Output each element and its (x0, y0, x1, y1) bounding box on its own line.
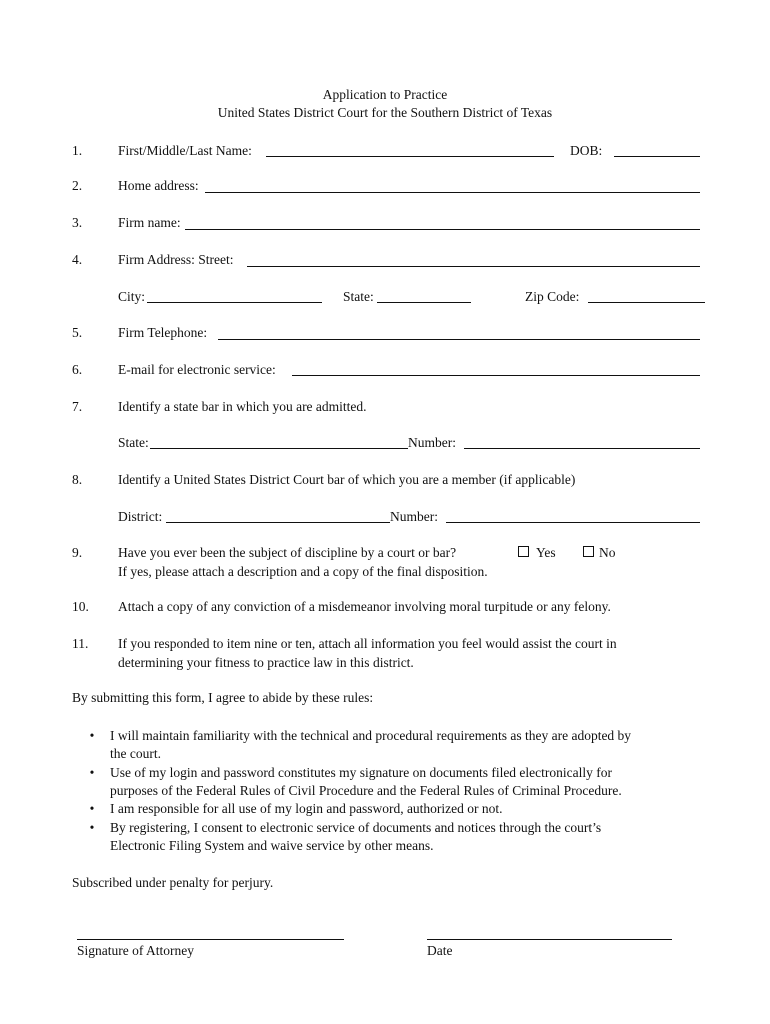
email-label: E-mail for electronic service: (118, 362, 276, 377)
item-number-1: 1. (72, 143, 83, 158)
conviction-text: Attach a copy of any conviction of a misdemeanor involving moral turpitude or any felony. (118, 599, 611, 614)
district-label: District: (118, 509, 163, 524)
signature-label: Signature of Attorney (77, 943, 194, 958)
rule-2-line1: Use of my login and password constitutes my signature on documents filed electronically for (110, 765, 613, 780)
date-field[interactable] (427, 939, 672, 940)
rule-3-line1: I am responsible for all use of my login and password, authorized or not. (110, 801, 503, 816)
item-number-4: 4. (72, 252, 83, 267)
home-address-label: Home address: (118, 178, 199, 193)
dob-field[interactable] (614, 156, 700, 157)
rule-1-line2: the court. (110, 746, 161, 761)
discipline-followup: If yes, please attach a description and a copy of the final disposition. (118, 564, 488, 579)
item-number-10: 10. (72, 599, 89, 614)
rules-intro: By submitting this form, I agree to abide by these rules: (72, 690, 374, 705)
discipline-question: Have you ever been the subject of discipline by a court or bar? (118, 545, 457, 560)
zip-field[interactable] (588, 302, 705, 303)
item-number-6: 6. (72, 362, 83, 377)
signature-field[interactable] (77, 939, 344, 940)
home-address-field[interactable] (205, 192, 700, 193)
state-bar-prompt: Identify a state bar in which you are admitted. (118, 399, 367, 414)
item-number-2: 2. (72, 178, 83, 193)
yes-label: Yes (536, 545, 556, 560)
item-number-3: 3. (72, 215, 83, 230)
firm-name-label: Firm name: (118, 215, 181, 230)
form-title: Application to Practice (322, 87, 448, 102)
bar-number-field[interactable] (464, 448, 700, 449)
no-checkbox[interactable] (583, 546, 594, 557)
no-label: No (599, 545, 616, 560)
firm-name-field[interactable] (185, 229, 700, 230)
firm-address-label: Firm Address: Street: (118, 252, 234, 267)
rule-2-line2: purposes of the Federal Rules of Civil Procedure and the Federal Rules of Criminal Procedure. (110, 783, 622, 798)
rule-4-line2: Electronic Filing System and waive service by other means. (110, 838, 434, 853)
fitness-text-line1: If you responded to item nine or ten, attach all information you feel would assist the court in (118, 636, 617, 651)
name-field[interactable] (266, 156, 554, 157)
bullet-icon: • (89, 820, 95, 835)
item-number-11: 11. (72, 636, 89, 651)
email-field[interactable] (292, 375, 700, 376)
item-number-8: 8. (72, 472, 83, 487)
state-field[interactable] (377, 302, 471, 303)
item-number-7: 7. (72, 399, 83, 414)
firm-telephone-label: Firm Telephone: (118, 325, 208, 340)
date-label: Date (427, 943, 453, 958)
city-label: City: (118, 289, 146, 304)
district-number-field[interactable] (446, 522, 700, 523)
fitness-text-line2: determining your fitness to practice law in this district. (118, 655, 414, 670)
item-number-9: 9. (72, 545, 83, 560)
form-subtitle: United States District Court for the Southern District of Texas (217, 105, 553, 120)
district-field[interactable] (166, 522, 390, 523)
bullet-icon: • (89, 765, 95, 780)
item-number-5: 5. (72, 325, 83, 340)
state-label: State: (343, 289, 374, 304)
dob-label: DOB: (570, 143, 603, 158)
yes-checkbox[interactable] (518, 546, 529, 557)
district-number-label: Number: (390, 509, 438, 524)
district-bar-prompt: Identify a United States District Court bar of which you are a member (if applicable) (118, 472, 576, 487)
bullet-icon: • (89, 728, 95, 743)
penalty-statement: Subscribed under penalty for perjury. (72, 875, 274, 890)
rule-4-line1: By registering, I consent to electronic service of documents and notices through the court’s (110, 820, 602, 835)
bar-state-label: State: (118, 435, 149, 450)
bar-number-label: Number: (408, 435, 456, 450)
bullet-icon: • (89, 801, 95, 816)
bar-state-field[interactable] (150, 448, 408, 449)
name-label: First/Middle/Last Name: (118, 143, 252, 158)
zip-label: Zip Code: (525, 289, 580, 304)
firm-telephone-field[interactable] (218, 339, 700, 340)
rule-1-line1: I will maintain familiarity with the technical and procedural requirements as they are adopted by (110, 728, 632, 743)
city-field[interactable] (147, 302, 322, 303)
firm-street-field[interactable] (247, 266, 700, 267)
